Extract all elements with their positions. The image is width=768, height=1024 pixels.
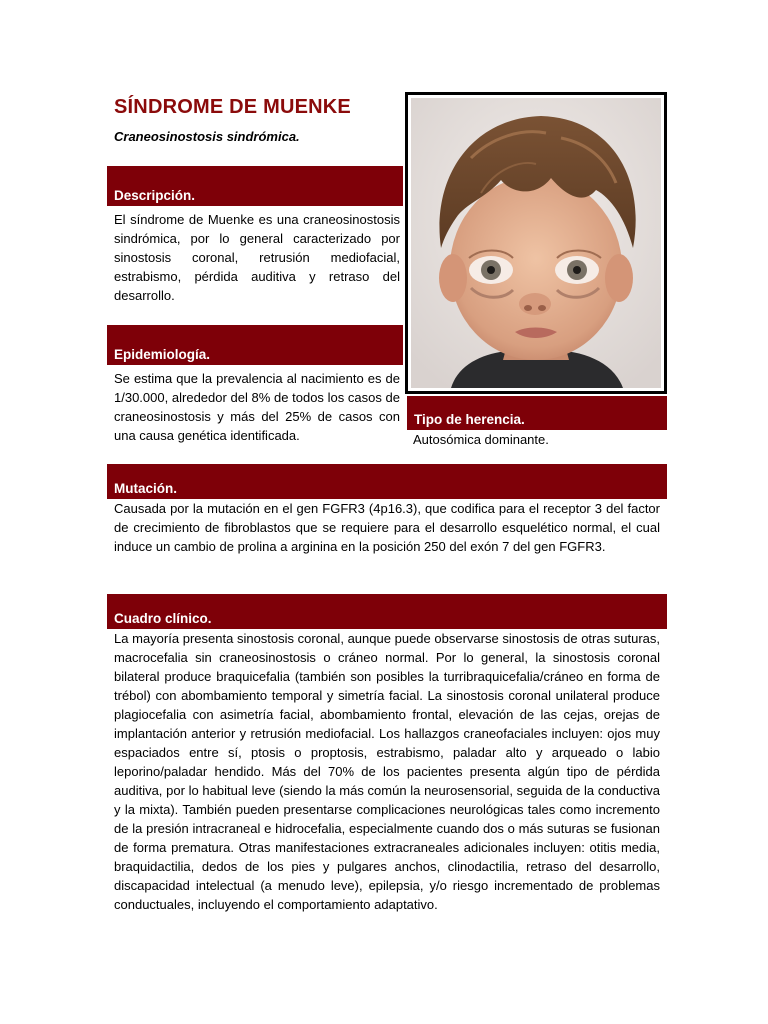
section-heading-epidemiologia <box>107 325 403 365</box>
section-heading-label: Mutación. <box>114 481 177 496</box>
cuadro-clinico-text: La mayoría presenta sinostosis coronal, aunque puede observarse sinostosis de otras suturas, macrocefalia sin craneosinostosis o cráneo normal. Por lo general, la sinostosis coronal bilateral produce braquicefalia (también son posibles la turribraquicefalia/cráneo en forma de trébol) con abombamiento temporal y simetría facial. La sinostosis coronal unilateral produce plagiocefalia con asimetría facial, abombamiento frontal, elevación de las cejas, orejas de implantación anterior y retrusión mediofacial. Los hallazgos craneofaciales incluyen: ojos muy espaciados entre sí, ptosis o proptosis, estrabismo, paladar alto y arqueado o labio leporino/paladar hendido. Más del 70% de los pacientes presenta algún tipo de pérdida auditiva, por lo habitual leve (siendo la más común la neurosensorial, seguida de la conductiva y la mixta). También pueden presentarse complicaciones neurológicas tales como incremento de la presión intracraneal e hidrocefalia, especialmente cuando dos o más suturas se fusionan de forma prematura. Otras manifestaciones extracraneales adicionales incluyen: otitis media, braquidactilia, dedos de los pies y pulgares anchos, clinodactilia, retraso del desarrollo, discapacidad intelectual (a menudo leve), epilepsia, y/o riesgo incrementado de problemas conductuales, incluyendo el comportamiento adaptativo. <box>114 631 660 912</box>
page-subtitle: Craneosinostosis sindrómica. <box>114 129 300 144</box>
herencia-text: Autosómica dominante. <box>413 432 549 447</box>
section-heading-mutacion <box>107 464 667 499</box>
section-heading-descripcion <box>107 166 403 206</box>
page-title: SÍNDROME DE MUENKE <box>114 96 351 118</box>
section-heading-label: Descripción. <box>114 188 196 203</box>
descripcion-text: El síndrome de Muenke es una craneosinostosis sindrómica, por lo general caracterizado por sinostosis coronal, retrusión mediofacial, estrabismo, pérdida auditiva y retraso del desarrollo. <box>114 212 400 303</box>
patient-photo <box>405 92 667 394</box>
epidemiologia-text: Se estima que la prevalencia al nacimiento es de 1/30.000, alrededor del 8% de todos los casos de craneosinostosis y más del 25% de casos con una causa genética identificada. <box>114 371 400 443</box>
section-heading-label: Tipo de herencia. <box>414 412 525 427</box>
section-heading-label: Cuadro clínico. <box>114 611 212 626</box>
section-heading-cuadro-clinico <box>107 594 667 629</box>
section-heading-label: Epidemiología. <box>114 347 211 362</box>
child-portrait-image <box>411 98 661 388</box>
mutacion-text: Causada por la mutación en el gen FGFR3 (4p16.3), que codifica para el receptor 3 del factor de crecimiento de fibroblastos que se requiere para el desarrollo esquelético normal, el cual induce un cambio de prolina a arginina en la posición 250 del exón 7 del gen FGFR3. <box>114 501 660 554</box>
section-heading-herencia <box>407 396 667 430</box>
